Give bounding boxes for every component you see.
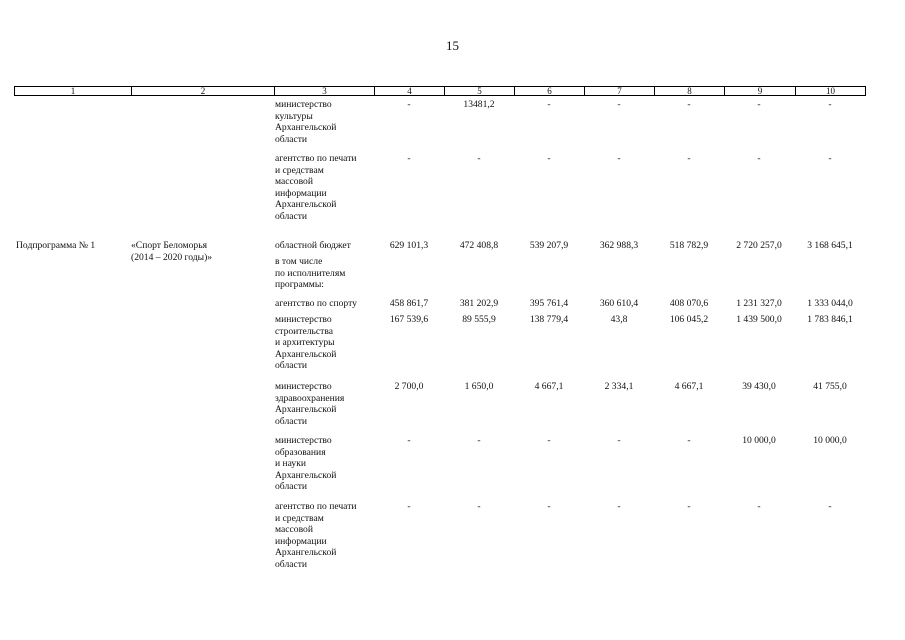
header-col-1: 1 xyxy=(70,86,76,96)
value-cell-col4: - xyxy=(407,501,411,512)
value-cell-col9: - xyxy=(757,99,761,110)
value-cell-col7: - xyxy=(617,153,621,164)
value-cell-col5: 13481,2 xyxy=(463,99,495,110)
executor-cell: министерство культуры Архангельской области xyxy=(275,99,337,145)
subprogram-cell: Подпрограмма № 1 xyxy=(16,240,96,251)
value-cell-col8: 4 667,1 xyxy=(674,381,704,392)
value-cell-col4: 167 539,6 xyxy=(389,314,429,325)
value-cell-col4: 2 700,0 xyxy=(394,381,424,392)
value-cell-col6: - xyxy=(547,99,551,110)
value-cell-col8: - xyxy=(687,99,691,110)
value-cell-col9: 10 000,0 xyxy=(742,435,776,446)
value-cell-col4: - xyxy=(407,99,411,110)
value-cell-col6: 539 207,9 xyxy=(529,240,569,251)
header-col-10: 10 xyxy=(795,87,865,95)
value-cell-col8: 518 782,9 xyxy=(669,240,709,251)
value-cell-col7: 2 334,1 xyxy=(604,381,634,392)
value-cell-col7: - xyxy=(617,99,621,110)
header-col-3: 3 xyxy=(274,87,374,95)
value-cell-col5: - xyxy=(477,435,481,446)
header-col-8: 8 xyxy=(654,87,724,95)
value-cell-col5: - xyxy=(477,501,481,512)
header-col-5: 5 xyxy=(444,87,514,95)
value-cell-col10: - xyxy=(828,99,832,110)
value-cell-col9: - xyxy=(757,501,761,512)
page-number: 15 xyxy=(446,38,459,53)
executor-cell: агентство по печати и средствам массовой информации Архангельской области xyxy=(275,501,357,570)
value-cell-col5: 472 408,8 xyxy=(459,240,499,251)
header-col-9: 9 xyxy=(724,87,795,95)
value-cell-col10: 1 783 846,1 xyxy=(807,314,853,325)
value-cell-col5: 1 650,0 xyxy=(464,381,494,392)
value-cell-col5: 381 202,9 xyxy=(459,298,499,309)
value-cell-col6: 138 779,4 xyxy=(529,314,569,325)
value-cell-col10: 1 333 044,0 xyxy=(807,298,853,309)
value-cell-col4: 629 101,3 xyxy=(389,240,429,251)
executor-cell: агентство по печати и средствам массовой информации Архангельской области xyxy=(275,153,357,222)
value-cell-col8: 106 045,2 xyxy=(669,314,709,325)
executor-cell: в том числе по исполнителям программы: xyxy=(275,256,346,290)
value-cell-col5: - xyxy=(477,153,481,164)
value-cell-col10: - xyxy=(828,501,832,512)
value-cell-col10: 10 000,0 xyxy=(813,435,847,446)
value-cell-col4: 458 861,7 xyxy=(389,298,429,309)
value-cell-col10: 41 755,0 xyxy=(813,381,847,392)
header-col-7: 7 xyxy=(584,87,654,95)
value-cell-col8: 408 070,6 xyxy=(669,298,709,309)
value-cell-col6: 4 667,1 xyxy=(534,381,564,392)
value-cell-col6: - xyxy=(547,153,551,164)
value-cell-col8: - xyxy=(687,153,691,164)
value-cell-col7: - xyxy=(617,501,621,512)
value-cell-col9: 1 439 500,0 xyxy=(736,314,782,325)
executor-cell: министерство строительства и архитектуры Архангельской области xyxy=(275,314,337,371)
header-col-2: 2 xyxy=(131,87,274,95)
value-cell-col7: 43,8 xyxy=(610,314,628,325)
value-cell-col6: 395 761,4 xyxy=(529,298,569,309)
value-cell-col9: 39 430,0 xyxy=(742,381,776,392)
value-cell-col4: - xyxy=(407,153,411,164)
header-col-4: 4 xyxy=(374,87,444,95)
value-cell-col9: - xyxy=(757,153,761,164)
value-cell-col4: - xyxy=(407,435,411,446)
executor-cell: министерство образования и науки Архангельской области xyxy=(275,435,337,492)
executor-cell: министерство здравоохранения Архангельской области xyxy=(275,381,345,427)
value-cell-col8: - xyxy=(687,501,691,512)
value-cell-col8: - xyxy=(687,435,691,446)
value-cell-col6: - xyxy=(547,435,551,446)
table-header-row xyxy=(14,86,866,96)
header-col-6: 6 xyxy=(514,87,584,95)
value-cell-col9: 1 231 327,0 xyxy=(736,298,782,309)
subprogram-name-cell: «Спорт Беломорья (2014 – 2020 годы)» xyxy=(131,240,213,263)
value-cell-col7: - xyxy=(617,435,621,446)
value-cell-col10: 3 168 645,1 xyxy=(807,240,853,251)
executor-cell: агентство по спорту xyxy=(275,298,357,309)
value-cell-col5: 89 555,9 xyxy=(462,314,496,325)
value-cell-col10: - xyxy=(828,153,832,164)
value-cell-col7: 362 988,3 xyxy=(599,240,639,251)
value-cell-col9: 2 720 257,0 xyxy=(736,240,782,251)
value-cell-col6: - xyxy=(547,501,551,512)
executor-cell: областной бюджет xyxy=(275,240,351,251)
value-cell-col7: 360 610,4 xyxy=(599,298,639,309)
